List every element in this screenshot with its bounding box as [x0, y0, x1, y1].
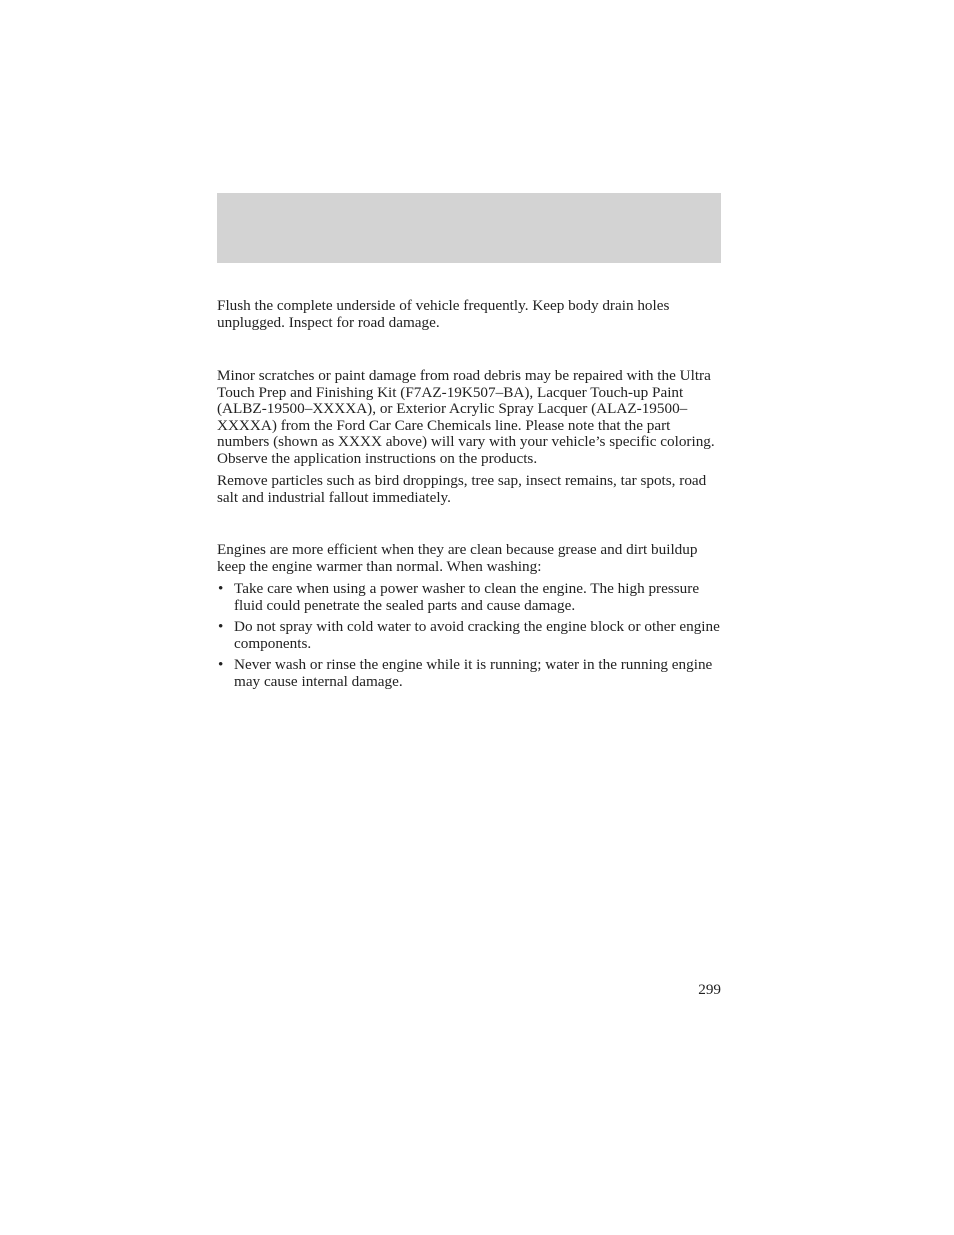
bullet-icon: •	[218, 656, 224, 673]
page-body	[217, 298, 723, 695]
list-item-text: Never wash or rinse the engine while it is running; water in the running engine may cause internal damage.	[234, 656, 713, 690]
list-item-text: Do not spray with cold water to avoid cracking the engine block or other engine components.	[234, 618, 720, 652]
section-header-band	[217, 193, 721, 263]
bullet-icon: •	[218, 618, 224, 635]
list-item	[217, 657, 723, 690]
list-item	[217, 581, 723, 614]
paragraph-engine-cleaning: Engines are more efficient when they are clean because grease and dirt buildup keep the engine warmer than normal. When washing:	[217, 541, 698, 575]
paragraph-underside: Flush the complete underside of vehicle frequently. Keep body drain holes unplugged. Inspect for road damage.	[217, 297, 670, 331]
engine-washing-list	[217, 581, 723, 690]
page-number: 299	[698, 981, 721, 998]
list-item-text: Take care when using a power washer to clean the engine. The high pressure fluid could penetrate the sealed parts and cause damage.	[234, 580, 700, 614]
paragraph-minor-scratches: Minor scratches or paint damage from road debris may be repaired with the Ultra Touch Prep and Finishing Kit (F7AZ-19K507–BA), Lacquer Touch-up Paint (ALBZ-19500–XXXXA), or Exterior Acrylic Spray Lacquer (ALAZ-19500–XXXXA) from the Ford Car Care Chemicals line. Please note that the part numbers (shown as XXXX above) will vary with your vehicle’s specific coloring. Observe the application instructions on the products.	[217, 367, 715, 467]
paragraph-remove-particles: Remove particles such as bird droppings, tree sap, insect remains, tar spots, road salt and industrial fallout immediately.	[217, 472, 707, 506]
bullet-icon: •	[218, 580, 224, 597]
list-item	[217, 619, 723, 652]
